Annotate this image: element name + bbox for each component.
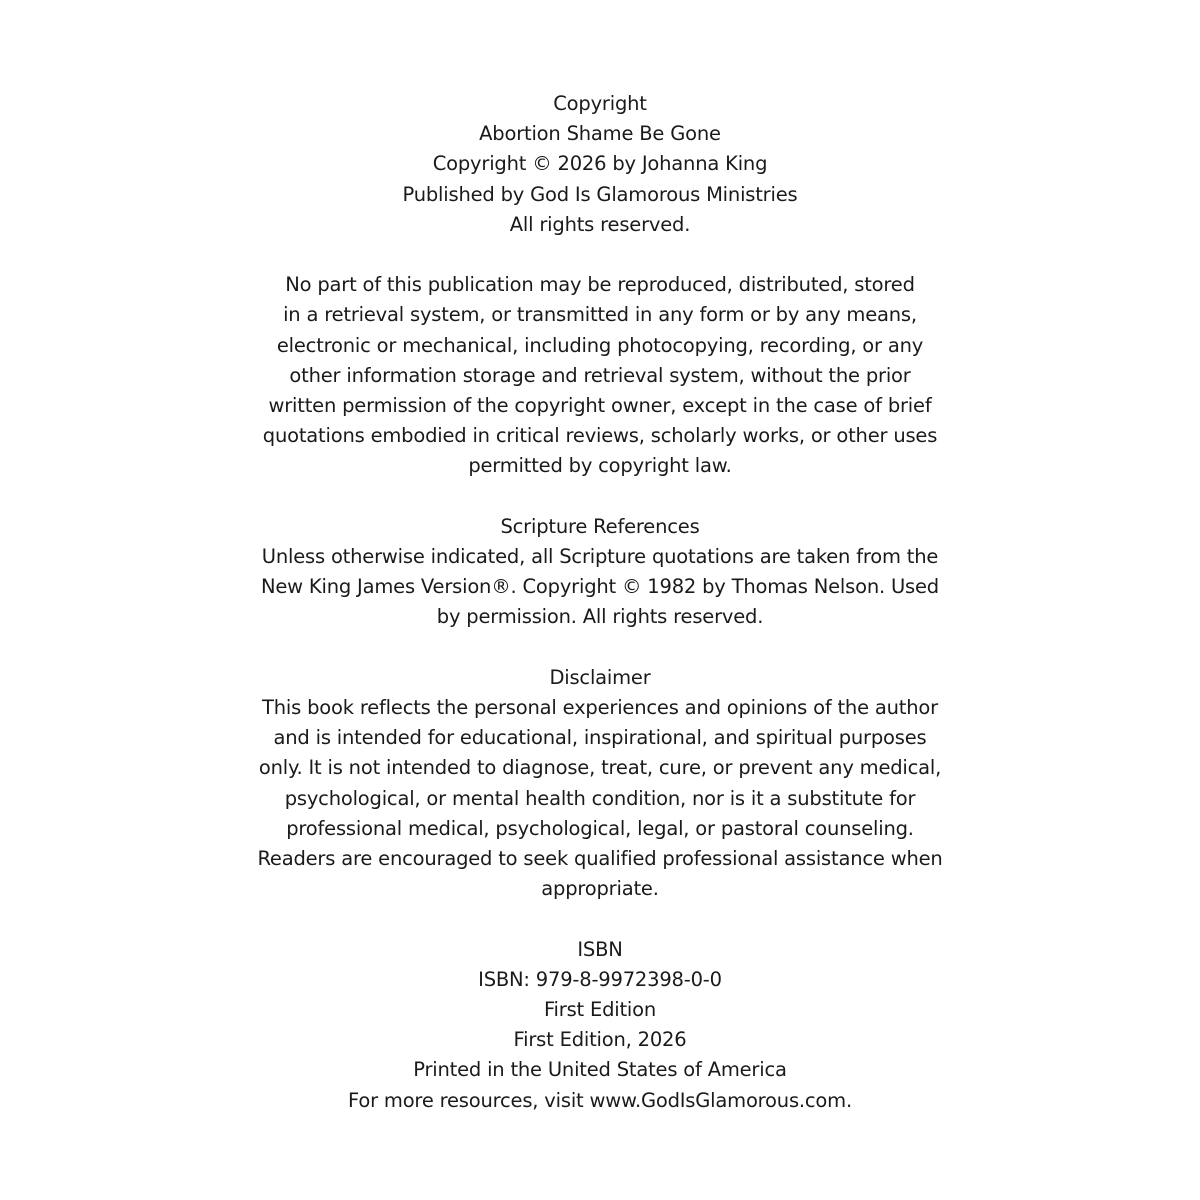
disclaimer-line: professional medical, psychological, legal, or pastoral counseling. [286, 816, 914, 840]
disclaimer-section [240, 663, 960, 905]
publisher-line: Published by God Is Glamorous Ministries [402, 182, 798, 206]
rights-reserved: All rights reserved. [509, 212, 691, 236]
permissions-line: written permission of the copyright owner, except in the case of brief [268, 394, 932, 418]
copyright-content [240, 89, 960, 1116]
disclaimer-heading: Disclaimer [549, 665, 651, 689]
copyright-heading: Copyright [553, 92, 647, 115]
isbn-heading: ISBN [577, 937, 623, 961]
disclaimer-line: appropriate. [541, 877, 659, 901]
permissions-line: quotations embodied in critical reviews, scholarly works, or other uses [262, 424, 938, 448]
disclaimer-line: Readers are encouraged to seek qualified professional assistance when [257, 847, 943, 871]
resources-line: For more resources, visit www.GodIsGlamorous.com. [348, 1088, 852, 1112]
permissions-line: other information storage and retrieval system, without the prior [289, 363, 911, 387]
isbn-number: ISBN: 979-8-9972398-0-0 [478, 967, 722, 991]
permissions-line: electronic or mechanical, including photocopying, recording, or any [276, 333, 924, 357]
scripture-line: Unless otherwise indicated, all Scripture quotations are taken from the [261, 545, 939, 569]
scripture-section [240, 512, 960, 633]
scripture-heading: Scripture References [500, 514, 700, 538]
copyright-notice: Copyright © 2026 by Johanna King [432, 152, 768, 176]
permissions-line: in a retrieval system, or transmitted in any form or by any means, [283, 303, 917, 327]
disclaimer-line: and is intended for educational, inspirational, and spiritual purposes [273, 726, 927, 750]
printed-line: Printed in the United States of America [413, 1058, 787, 1082]
edition-line: First Edition, 2026 [513, 1028, 687, 1052]
scripture-line: New King James Version®. Copyright © 1982 by Thomas Nelson. Used [260, 575, 939, 599]
scripture-line: by permission. All rights reserved. [436, 605, 764, 629]
disclaimer-line: This book reflects the personal experiences and opinions of the author [262, 696, 938, 720]
edition-heading: First Edition [543, 998, 657, 1022]
isbn-section [240, 935, 960, 1116]
permissions-line: permitted by copyright law. [468, 454, 732, 478]
permissions-line: No part of this publication may be reproduced, distributed, stored [285, 273, 915, 297]
disclaimer-line: only. It is not intended to diagnose, treat, cure, or prevent any medical, [258, 756, 942, 780]
permissions-section [240, 270, 960, 481]
book-title: Abortion Shame Be Gone [479, 122, 721, 146]
copyright-section [240, 89, 960, 240]
disclaimer-line: psychological, or mental health condition, nor is it a substitute for [284, 786, 916, 810]
